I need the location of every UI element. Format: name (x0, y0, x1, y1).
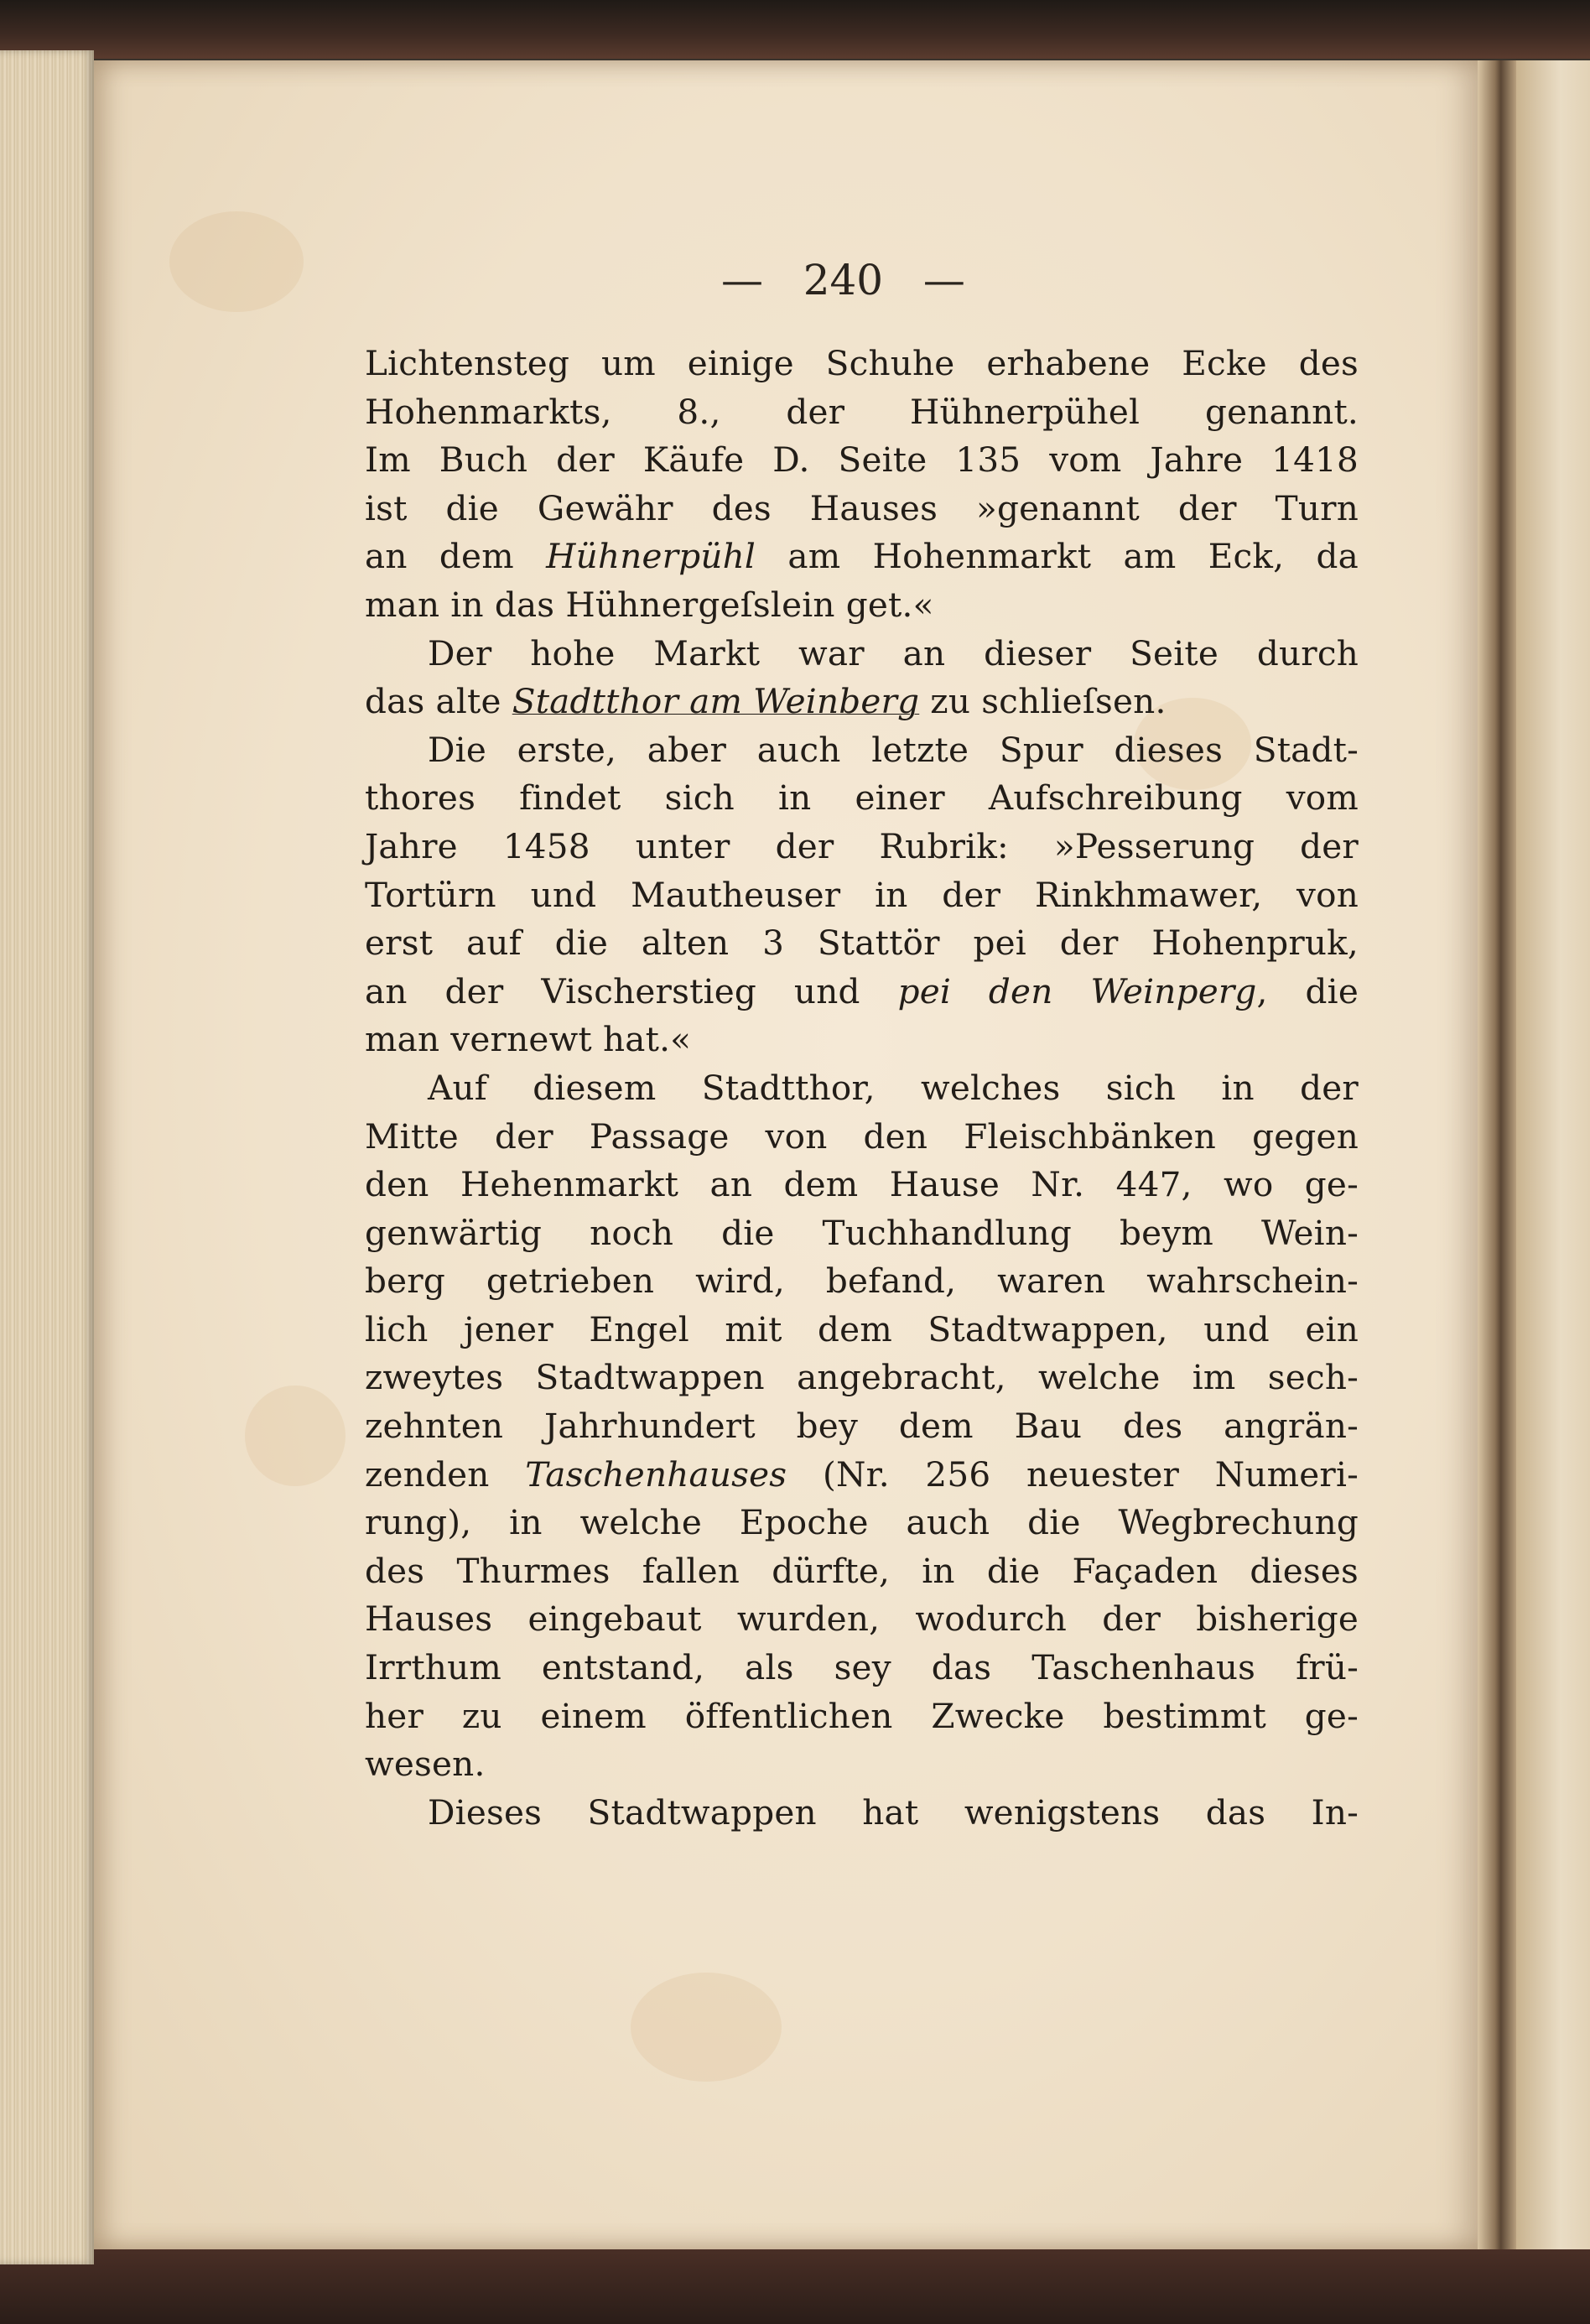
text-line: zehnten Jahrhundert bey dem Bau des angrän- (365, 1406, 1359, 1447)
text-line (365, 533, 1359, 581)
text-fragment: zenden (365, 1453, 526, 1495)
book-gutter (1478, 60, 1516, 2249)
page-header (721, 256, 1057, 304)
text-line: ist die Gewähr des Hauses »genannt der Turn (365, 487, 1359, 528)
foxing-stain (631, 1973, 782, 2082)
text-line (365, 968, 1359, 1016)
header-dash-left: — (721, 256, 763, 304)
text-line: Die erste, aber auch letzte Spur dieses Stadt- (428, 729, 1359, 770)
foxing-stain (169, 211, 304, 312)
text-line: Hauses eingebaut wurden, wodurch der bisherige (365, 1599, 1359, 1640)
italic-term: Stadtthor am Weinberg (512, 681, 920, 722)
foxing-stain (245, 1386, 346, 1486)
text-line: berg getrieben wird, befand, waren wahrschein- (365, 1261, 1359, 1302)
text-line: rung), in welche Epoche auch die Wegbrechung (365, 1502, 1359, 1543)
page-edges (0, 50, 94, 2264)
italic-term: Taschenhauses (525, 1453, 787, 1495)
text-line: des Thurmes fallen dürfte, in die Façaden dieses (365, 1550, 1359, 1591)
text-line: wesen. (365, 1744, 486, 1785)
text-fragment: an der Vischerstieg und (365, 970, 898, 1011)
italic-term: pei den Weinperg (897, 970, 1257, 1011)
text-line: genwärtig noch die Tuchhandlung beym Wein- (365, 1212, 1359, 1253)
text-line: Lichtensteg um einige Schuhe erhabene Ecke des (365, 343, 1359, 383)
text-line: Mitte der Passage von den Fleischbänken gegen (365, 1115, 1359, 1157)
text-line (365, 1451, 1359, 1500)
text-line: man in das Hühnergeſslein get.« (365, 584, 934, 625)
text-line: her zu einem öffentlichen Zwecke bestimmt ge- (365, 1695, 1359, 1736)
text-line: Irrthum entstand, als sey das Taschenhaus frü- (365, 1647, 1359, 1688)
italic-term: Hühnerpühl (546, 536, 756, 577)
text-line: thores findet sich in einer Aufschreibung vom (365, 777, 1359, 819)
header-dash-right: — (922, 256, 965, 304)
text-fragment: , die (1256, 970, 1359, 1011)
text-fragment: an dem (365, 536, 547, 577)
text-line: Tortürn und Mautheuser in der Rinkhmawer, von (365, 874, 1359, 915)
text-fragment: das alte (365, 681, 512, 722)
text-fragment: (Nr. 256 neuester Numeri- (787, 1453, 1359, 1495)
text-line (365, 678, 1359, 726)
text-fragment: zu schlieſsen. (919, 681, 1167, 722)
text-line: Hohenmarkts, 8., der Hühnerpühel genannt. (365, 391, 1359, 432)
text-line: Auf diesem Stadtthor, welches sich in der (428, 1067, 1359, 1108)
book-cover-top (0, 0, 1590, 59)
text-fragment: am Hohenmarkt am Eck, da (756, 536, 1359, 577)
text-line: Der hohe Markt war an dieser Seite durch (428, 632, 1359, 673)
text-line: Jahre 1458 unter der Rubrik: »Pesserung der (365, 825, 1359, 866)
book-cover-bottom (0, 2248, 1590, 2324)
text-line: den Hehenmarkt an dem Hause Nr. 447, wo ge- (365, 1164, 1359, 1205)
facing-page-edge (1516, 60, 1590, 2249)
text-line: zweytes Stadtwappen angebracht, welche im sech- (365, 1357, 1359, 1398)
page-number: 240 (803, 256, 884, 304)
text-line: Dieses Stadtwappen hat wenigstens das In- (428, 1791, 1359, 1833)
text-line: erst auf die alten 3 Stattör pei der Hohenpruk, (365, 923, 1359, 964)
body-text (365, 340, 1359, 1837)
text-line: lich jener Engel mit dem Stadtwappen, und ein (365, 1308, 1359, 1349)
text-line: man vernewt hat.« (365, 1019, 692, 1060)
text-line: Im Buch der Käufe D. Seite 135 vom Jahre 1418 (365, 439, 1359, 481)
